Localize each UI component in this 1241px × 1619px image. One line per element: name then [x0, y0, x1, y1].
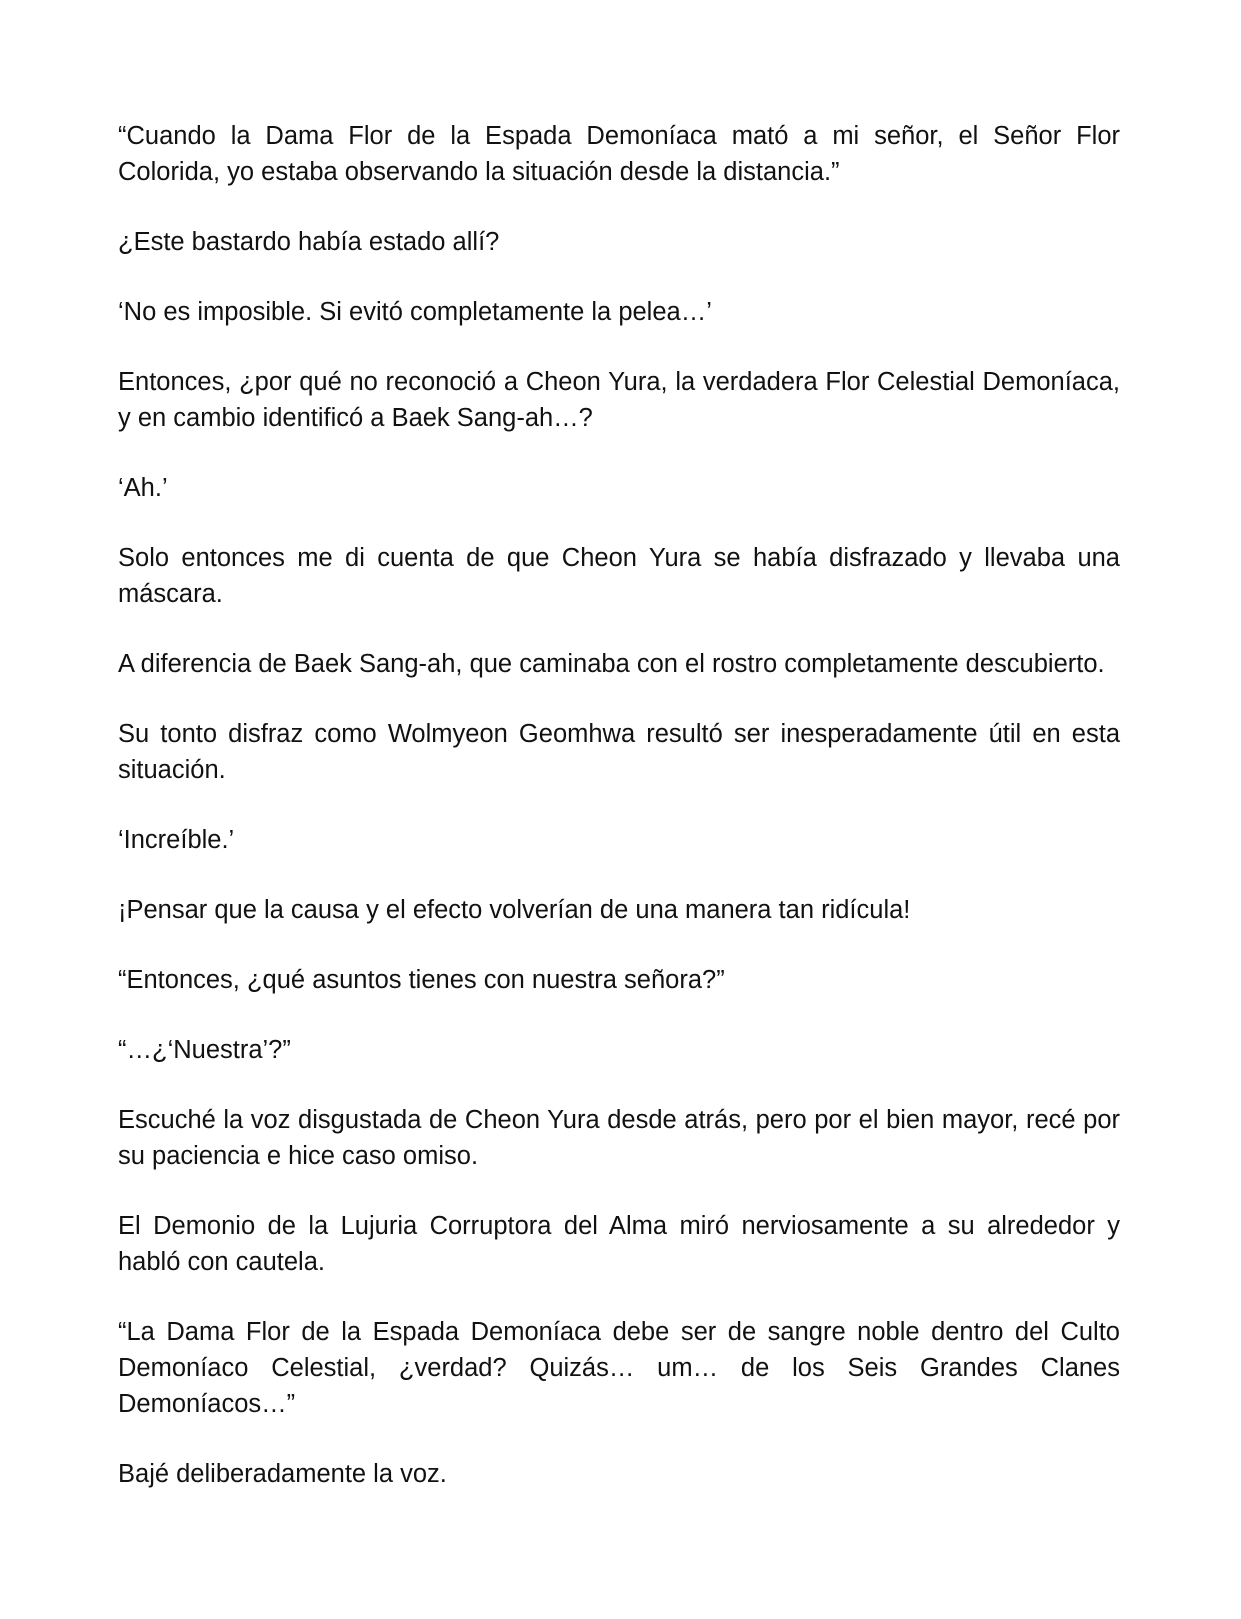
paragraph-11: “Entonces, ¿qué asuntos tienes con nuestra señora?” — [118, 966, 725, 994]
paragraph-4: Entonces, ¿por qué no reconoció a Cheon Yura, la verdadera Flor Celestial Demoníaca, y en cambio identificó a Baek Sang-ah…? — [118, 368, 1120, 432]
paragraph-13: Escuché la voz disgustada de Cheon Yura desde atrás, pero por el bien mayor, recé por su paciencia e hice caso omiso. — [118, 1106, 1120, 1170]
paragraph-12: “…¿‘Nuestra’?” — [118, 1036, 291, 1064]
paragraph-2: ¿Este bastardo había estado allí? — [118, 228, 500, 256]
paragraph-3: ‘No es imposible. Si evitó completamente la pelea…’ — [118, 298, 712, 326]
paragraph-14: El Demonio de la Lujuria Corruptora del Alma miró nerviosamente a su alrededor y habló con cautela. — [118, 1212, 1120, 1276]
paragraph-7: A diferencia de Baek Sang-ah, que caminaba con el rostro completamente descubierto. — [118, 650, 1105, 678]
paragraph-16: Bajé deliberadamente la voz. — [118, 1460, 447, 1488]
paragraph-9: ‘Increíble.’ — [118, 826, 235, 854]
paragraph-15: “La Dama Flor de la Espada Demoníaca debe ser de sangre noble dentro del Culto Demoníaco Celestial, ¿verdad? Quizás… um… de los Seis Grandes Clanes Demoníacos…” — [118, 1318, 1120, 1418]
paragraph-6: Solo entonces me di cuenta de que Cheon Yura se había disfrazado y llevaba una máscara. — [118, 544, 1120, 608]
document-page — [118, 118, 1120, 1526]
paragraph-5: ‘Ah.’ — [118, 474, 168, 502]
paragraph-8: Su tonto disfraz como Wolmyeon Geomhwa resultó ser inesperadamente útil en esta situación. — [118, 720, 1120, 784]
paragraph-1: “Cuando la Dama Flor de la Espada Demoníaca mató a mi señor, el Señor Flor Colorida, yo estaba observando la situación desde la distancia.” — [118, 122, 1120, 186]
paragraph-10: ¡Pensar que la causa y el efecto volverían de una manera tan ridícula! — [118, 896, 911, 924]
